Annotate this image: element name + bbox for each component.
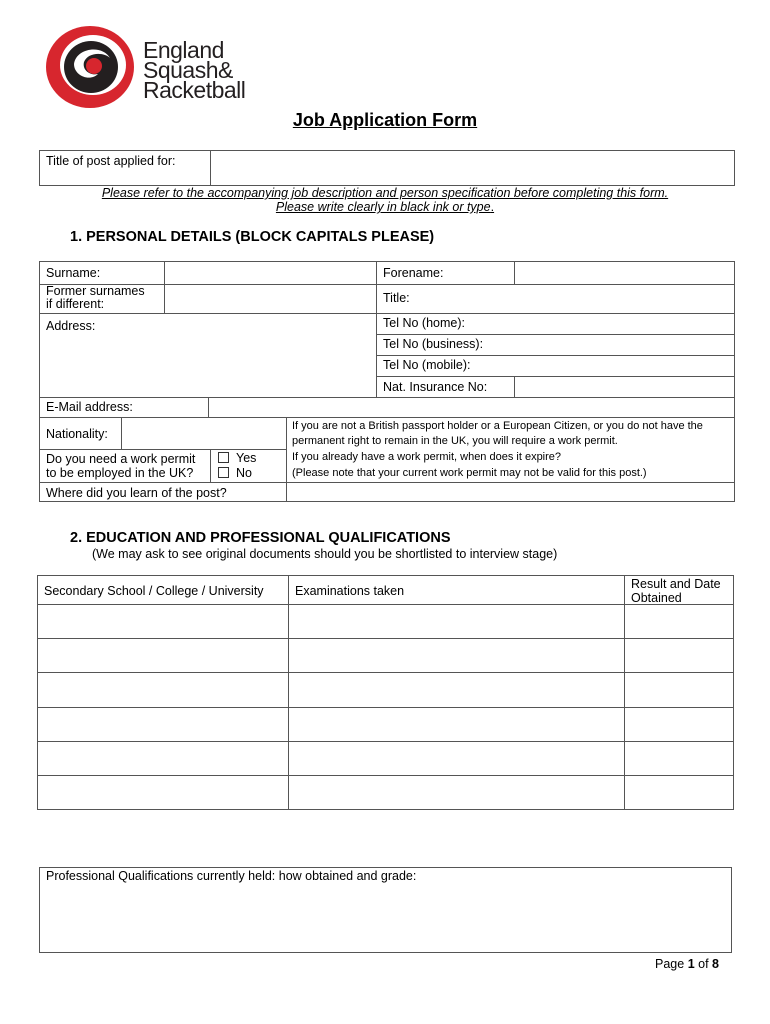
professional-qualifications-label: Professional Qualifications currently held: how obtained and grade: (46, 869, 417, 883)
education-rows[interactable] (38, 605, 734, 809)
note-line-1: Please refer to the accompanying job description and person specification before completing this form. (101, 186, 669, 200)
section2-subheading: (We may ask to see original documents should you be shortlisted to interview stage) (92, 547, 558, 561)
forename-input[interactable] (515, 262, 734, 284)
learn-label: Where did you learn of the post? (46, 486, 227, 500)
logo-line-2: Squash& (143, 57, 233, 83)
tel-business-label: Tel No (business): (383, 337, 484, 351)
address-input[interactable] (40, 334, 375, 396)
col-exams-header: Examinations taken (295, 584, 405, 598)
permit-info-4: (Please note that your current work permit may not be valid for this post.) (292, 467, 647, 479)
permit-no-checkbox[interactable] (218, 467, 229, 478)
form-title: Job Application Form (292, 110, 478, 130)
col-school-header: Secondary School / College / University (44, 584, 264, 598)
col-result-header-2: Obtained (631, 591, 682, 605)
title-input[interactable] (420, 285, 734, 313)
col-result-header-1: Result and Date (631, 577, 721, 591)
forename-label: Forename: (383, 266, 444, 280)
permit-yes-checkbox[interactable] (218, 452, 229, 463)
email-label: E-Mail address: (46, 400, 133, 414)
logo-line-1: England (143, 37, 224, 63)
section2-heading: 2. EDUCATION AND PROFESSIONAL QUALIFICATIONS (70, 530, 451, 546)
tel-business-input[interactable] (500, 335, 734, 355)
logo-line-3: Racketball (143, 77, 246, 103)
nationality-input[interactable] (122, 418, 286, 449)
former-surnames-input[interactable] (165, 285, 375, 313)
permit-no-label: No (236, 466, 252, 480)
logo-swirl-icon (44, 24, 140, 110)
surname-label: Surname: (46, 266, 101, 280)
email-input[interactable] (209, 398, 734, 417)
tel-home-input[interactable] (500, 314, 734, 334)
former-surnames-label-2: if different: (46, 297, 105, 311)
ni-label: Nat. Insurance No: (383, 380, 488, 394)
permit-info-2: permanent right to remain in the UK, you will require a work permit. (292, 435, 618, 447)
permit-info-1: If you are not a British passport holder or a European Citizen, or you do not have the (292, 420, 703, 432)
ni-input[interactable] (515, 377, 734, 397)
note-line-2: Please write clearly in black ink or type. (275, 200, 495, 214)
former-surnames-label-1: Former surnames (46, 284, 145, 298)
page-number: Page 1 of 8 (655, 957, 719, 971)
learn-input[interactable] (287, 483, 734, 501)
post-input[interactable] (211, 151, 734, 185)
post-label: Title of post applied for: (46, 154, 176, 168)
permit-info-3: If you already have a work permit, when does it expire? (292, 451, 562, 463)
address-label: Address: (46, 319, 96, 333)
nationality-label: Nationality: (46, 427, 108, 441)
surname-input[interactable] (165, 262, 375, 284)
tel-mobile-input[interactable] (500, 356, 734, 376)
permit-label-1: Do you need a work permit (46, 452, 196, 466)
permit-yes-label: Yes (236, 451, 257, 465)
tel-home-label: Tel No (home): (383, 316, 465, 330)
permit-label-2: to be employed in the UK? (46, 466, 194, 480)
section1-heading: 1. PERSONAL DETAILS (BLOCK CAPITALS PLEASE) (70, 229, 435, 245)
tel-mobile-label: Tel No (mobile): (383, 358, 471, 372)
title-label: Title: (383, 291, 410, 305)
